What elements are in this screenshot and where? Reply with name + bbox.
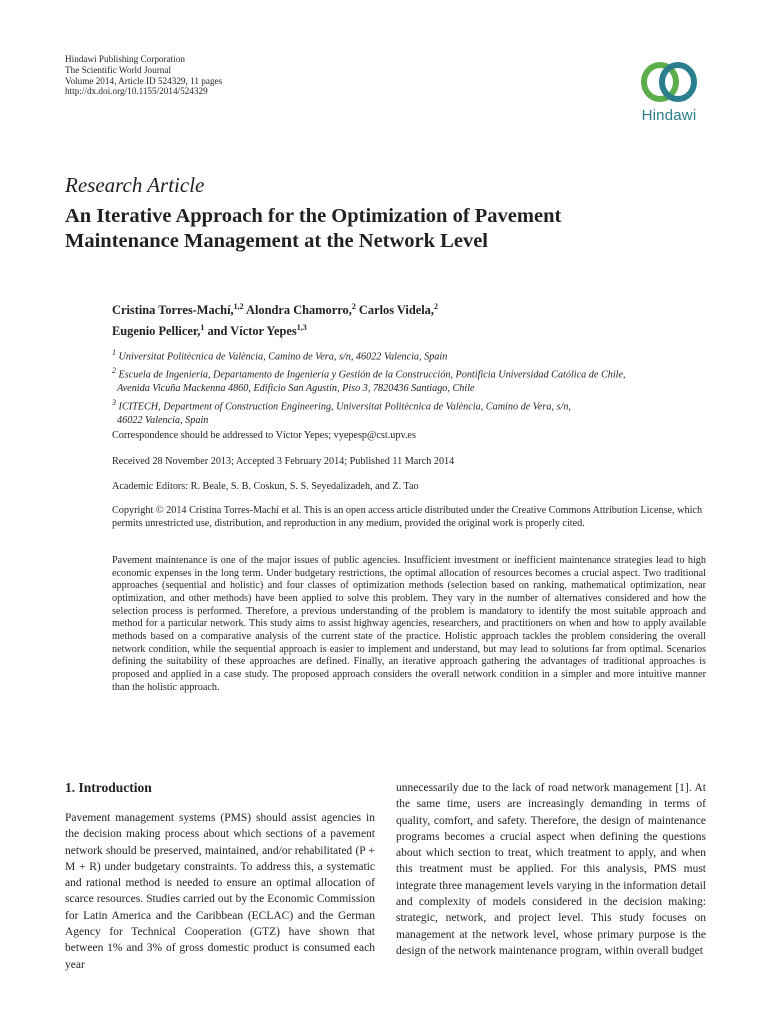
author-name: Alondra Chamorro, [246,303,352,318]
publication-dates: Received 28 November 2013; Accepted 3 February 2014; Published 11 March 2014 [112,456,455,467]
author-name: Cristina Torres-Machí, [112,303,234,318]
correspondence: Correspondence should be addressed to Víctor Yepes; vyepesp@cst.upv.es [112,430,416,441]
affiliation-number: 2 [112,365,116,375]
affiliation-text: Avenida Vicuña Mackenna 4860, Edificio San Agustín, Piso 3, 7820436 Santiago, Chile [117,382,475,394]
author-affiliation-mark: 1,3 [296,323,307,333]
journal-info [65,54,222,97]
affiliation-number: 3 [112,397,116,407]
article-type: Research Article [65,173,205,197]
affiliation-text: Universitat Politècnica de València, Camino de Vera, s/n, 46022 Valencia, Spain [118,351,448,363]
body-column-left: Pavement management systems (PMS) should assist agencies in the decision making process about which sections of a pavement network should be preserved, maintained, and/or rehabilitated (P + M + R) under budgetary constraints. To address this, a systematic and rational method is needed to ensure an optimal allocation of scarce resources. Studies carried out by the Economic Commission for Latin America and the Caribbean (ECLAC) and the German Agency for Technical Cooperation (GTZ) have shown that between 1% and 3% of gross domestic product is consumed each year [65,812,375,971]
affiliation [112,346,712,364]
affiliation [112,396,712,428]
article-title [65,204,715,254]
copyright-notice: Copyright © 2014 Cristina Torres-Machí et al. This is an open access article distributed under the Creative Commons Attribution License, which permits unrestricted use, distribution, and reproduction in any medium, provided the original work is properly cited. [112,505,703,530]
affiliation [112,364,712,396]
doi-link[interactable]: http://dx.doi.org/10.1155/2014/524329 [65,86,208,97]
title-line: Maintenance Management at the Network Level [65,230,489,252]
body-column-right: unnecessarily due to the lack of road network management [1]. At the same time, users are increasingly demanding in terms of quality, comfort, and safety. Therefore, the design of maintenance programs becomes a crucial aspect when defining the questions about which section to treat, which treatment to apply, and when this treatment must be applied. For this analysis, PMS must integrate three management levels varying in the information detail and complexity of models considered in the decision making: strategic, network, and project level. This study focuses on management at the network level, whose primary purpose is the design of the network maintenance program, within overall budget [396,782,706,957]
affiliation-text: 46022 Valencia, Spain [117,414,209,426]
affiliation-text: Escuela de Ingeniería, Departamento de Ingeniería y Gestión de la Construcción, Pontificia Universidad Católica de Chile, [118,369,626,381]
academic-editors: Academic Editors: R. Beale, S. B. Coskun, S. S. Seyedalizadeh, and Z. Tao [112,481,419,492]
title-line: An Iterative Approach for the Optimization of Pavement [65,205,562,227]
affiliation-list [112,346,712,427]
section-heading: 1. Introduction [65,780,152,795]
affiliation-text: ICITECH, Department of Construction Engineering, Universitat Politècnica de València, Camino de Vera, s/n, [118,400,571,412]
author-affiliation-mark: 2 [351,302,356,311]
hindawi-logo [630,60,708,124]
abstract: Pavement maintenance is one of the major issues of public agencies. Insufficient investment or inefficient maintenance strategies lead to high economic expenses in the long term. Under budgetary restrictions, the optimal allocation of resources becomes a crucial aspect. Two traditional approaches (sequential and holistic) and four classes of optimization methods (selection based on ranking, mathematical optimization, near optimization, and other methods) have been applied to solve this problem. They vary in the number of alternatives considered and how the selection process is performed. Therefore, a previous understanding of the problem is mandatory to identify the most suitable approach and method for a particular network. This study aims to assist highway agencies, researchers, and practitioners on when and how to apply available methods based on a comparative analysis of the current state of the practice. Holistic approach tackles the problem considering the overall network condition, while the sequential approach is easier to implement and understand, but may lead to solutions far from optimal. Scenarios defining the suitability of these approaches are defined. Finally, an iterative approach gathering the advantages of traditional approaches is proposed and applied in a case study. The proposed approach considers the overall network condition in a simpler and more intuitive manner than the holistic approach. [112,555,706,693]
volume-info: Volume 2014, Article ID 524329, 11 pages [65,75,223,86]
author-name: Eugenio Pellicer, [112,324,201,339]
author-affiliation-mark: 1 [200,323,205,333]
author-affiliation-mark: 2 [433,302,438,311]
author-affiliation-mark: 1,2 [233,302,244,311]
publisher: Hindawi Publishing Corporation [65,54,185,64]
affiliation-number: 1 [112,348,116,357]
author-name: and Víctor Yepes [207,324,297,339]
author-list [112,298,672,340]
author-name: Carlos Videla, [358,303,434,318]
hindawi-rings-icon [638,60,700,104]
journal-name: The Scientific World Journal [65,64,171,75]
logo-wordmark: Hindawi [641,107,697,124]
